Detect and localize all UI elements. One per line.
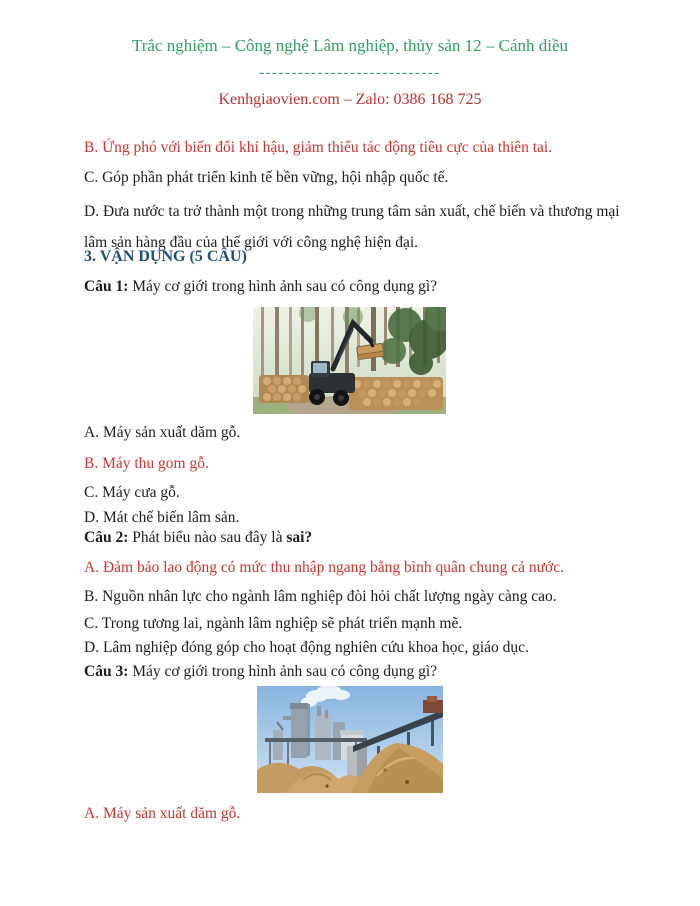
question1-option-c: C. Máy cưa gỗ. (84, 484, 180, 501)
question2-prompt-line (84, 527, 312, 549)
header-dashed-separator: ---------------------------- (259, 65, 441, 81)
question1-prompt: Máy cơ giới trong hình ảnh sau có công dụng gì? (132, 278, 438, 295)
question2-option-a: A. Đảm bảo lao động có mức thu nhập ngang bằng bình quân chung cả nước. (84, 559, 564, 576)
question1-option-a: A. Máy sản xuất dăm gỗ. (84, 424, 241, 441)
question1-prompt-line (84, 276, 437, 298)
question2-label: Câu 2: (84, 529, 129, 546)
wood-chip-mill-illustration (257, 686, 443, 793)
question3-label: Câu 3: (84, 663, 129, 680)
forest-machine-illustration (253, 307, 446, 414)
document-title: Trắc nghiệm – Công nghệ Lâm nghiệp, thủy sản 12 – Cánh diều (131, 36, 569, 55)
question2-prompt-bold-word: sai? (286, 529, 313, 546)
question3-photo (257, 686, 443, 793)
intro-option-b: B. Ứng phó với biến đổi khí hậu, giảm thiểu tác động tiêu cực của thiên tai. (84, 139, 553, 156)
question1-photo (253, 307, 446, 414)
question1-option-b: B. Máy thu gom gỗ. (84, 455, 209, 472)
question2-prompt: Phát biểu nào sau đây là (132, 529, 283, 546)
question2-option-d: D. Lâm nghiệp đóng góp cho hoạt động nghiên cứu khoa học, giáo dục. (84, 639, 529, 656)
question1-option-d: D. Mát chế biến lâm sản. (84, 509, 240, 526)
right-log-pile (349, 377, 443, 410)
question3-option-a: A. Máy sản xuất dăm gỗ. (84, 805, 241, 822)
question3-prompt-line (84, 661, 437, 683)
intro-option-c: C. Góp phần phát triển kinh tế bền vững, hội nhập quốc tế. (84, 169, 449, 186)
question2-option-b: B. Nguồn nhân lực cho ngành lâm nghiệp đòi hỏi chất lượng ngày càng cao. (84, 588, 557, 605)
left-log-pile (259, 375, 309, 403)
question3-prompt: Máy cơ giới trong hình ảnh sau có công dụng gì? (132, 663, 438, 680)
question2-option-c: C. Trong tương lai, ngành lâm nghiệp sẽ phát triển mạnh mẽ. (84, 615, 463, 632)
intro-option-d: D. Đưa nước ta trở thành một trong những trung tâm sản xuất, chế biến và thương mại lâm sản hàng đầu của thế giới với công nghệ hiện đại. (84, 203, 620, 251)
question1-label: Câu 1: (84, 278, 129, 295)
section-heading: 3. VẬN DỤNG (5 CÂU) (84, 248, 247, 265)
header-contact-line: Kenhgiaovien.com – Zalo: 0386 168 725 (218, 91, 482, 108)
